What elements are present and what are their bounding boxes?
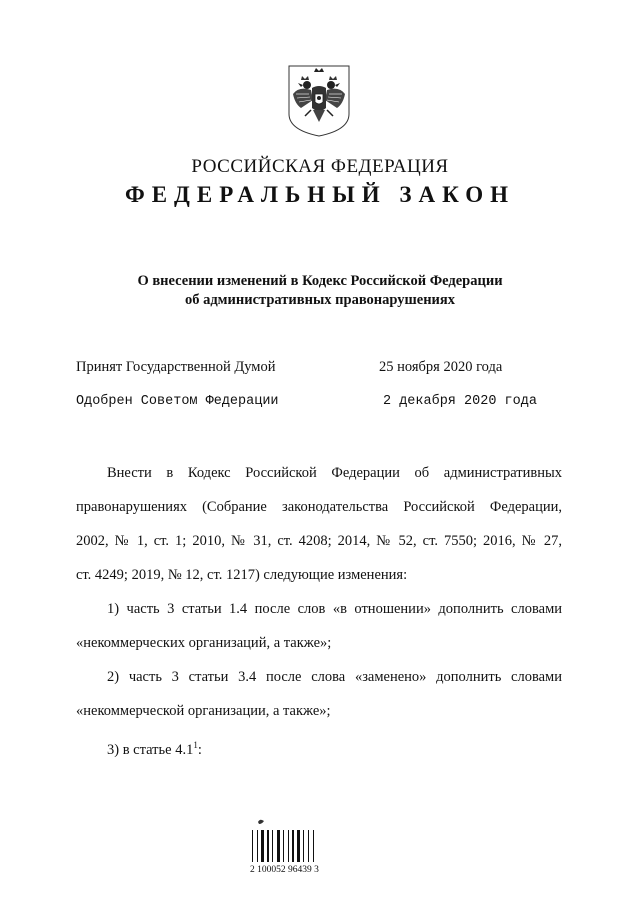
- document-title: [0, 272, 640, 310]
- body-line: «некоммерческих организаций, а также»;: [76, 635, 332, 651]
- barcode-bar: [288, 830, 289, 862]
- body-line: «некоммерческой организации, а также»;: [76, 703, 331, 719]
- item-3-tail: :: [197, 741, 202, 758]
- barcode-bar: [313, 830, 314, 862]
- document-type-heading: ФЕДЕРАЛЬНЫЙ ЗАКОН: [124, 182, 516, 207]
- item-3-superscript: 1: [193, 740, 198, 750]
- barcode-bar: [297, 830, 300, 862]
- double-headed-eagle-icon: [287, 64, 351, 138]
- body-line: правонарушениях (Собрание законодательства Российской Федерации,: [76, 499, 562, 515]
- coat-of-arms-emblem: [287, 64, 351, 138]
- body-line: 2002, № 1, ст. 1; 2010, № 31, ст. 4208; 2014, № 52, ст. 7550; 2016, № 27,: [76, 533, 562, 549]
- body-line: 1) часть 3 статьи 1.4 после слов «в отношении» дополнить словами: [107, 601, 562, 617]
- document-title-line: об административных правонарушениях: [184, 292, 456, 308]
- barcode-bar: [308, 830, 309, 862]
- body-line: ст. 4249; 2019, № 12, ст. 1217) следующие изменения:: [76, 567, 408, 583]
- document-title-line: О внесении изменений в Кодекс Российской Федерации: [137, 273, 503, 289]
- barcode-bar: [261, 830, 264, 862]
- duma-adoption-date: 25 ноября 2020 года: [379, 359, 503, 375]
- barcode-bar: [303, 830, 304, 862]
- council-approval-label: Одобрен Советом Федерации: [76, 394, 279, 409]
- country-heading: РОССИЙСКАЯ ФЕДЕРАЦИЯ: [191, 156, 449, 177]
- body-line: Внести в Кодекс Российской Федерации об административных: [107, 465, 562, 481]
- body-item-3: [76, 728, 562, 762]
- barcode-bar: [292, 830, 294, 862]
- barcode-bar: [257, 830, 258, 862]
- council-approval-date: 2 декабря 2020 года: [383, 394, 537, 409]
- barcode-number: 2 100052 96439 3: [250, 865, 319, 875]
- duma-adoption-label: Принят Государственной Думой: [76, 359, 276, 375]
- document-body: [76, 456, 562, 762]
- barcode-icon: [250, 818, 326, 864]
- barcode-bar: [272, 830, 273, 862]
- body-line: 2) часть 3 статьи 3.4 после слова «заменено» дополнить словами: [107, 669, 562, 685]
- barcode-bar: [277, 830, 280, 862]
- barcode-bar: [283, 830, 284, 862]
- barcode-bar: [252, 830, 253, 862]
- barcode: [250, 818, 326, 878]
- item-3-text: 3) в статье 4.1: [107, 741, 194, 758]
- barcode-bar: [267, 830, 269, 862]
